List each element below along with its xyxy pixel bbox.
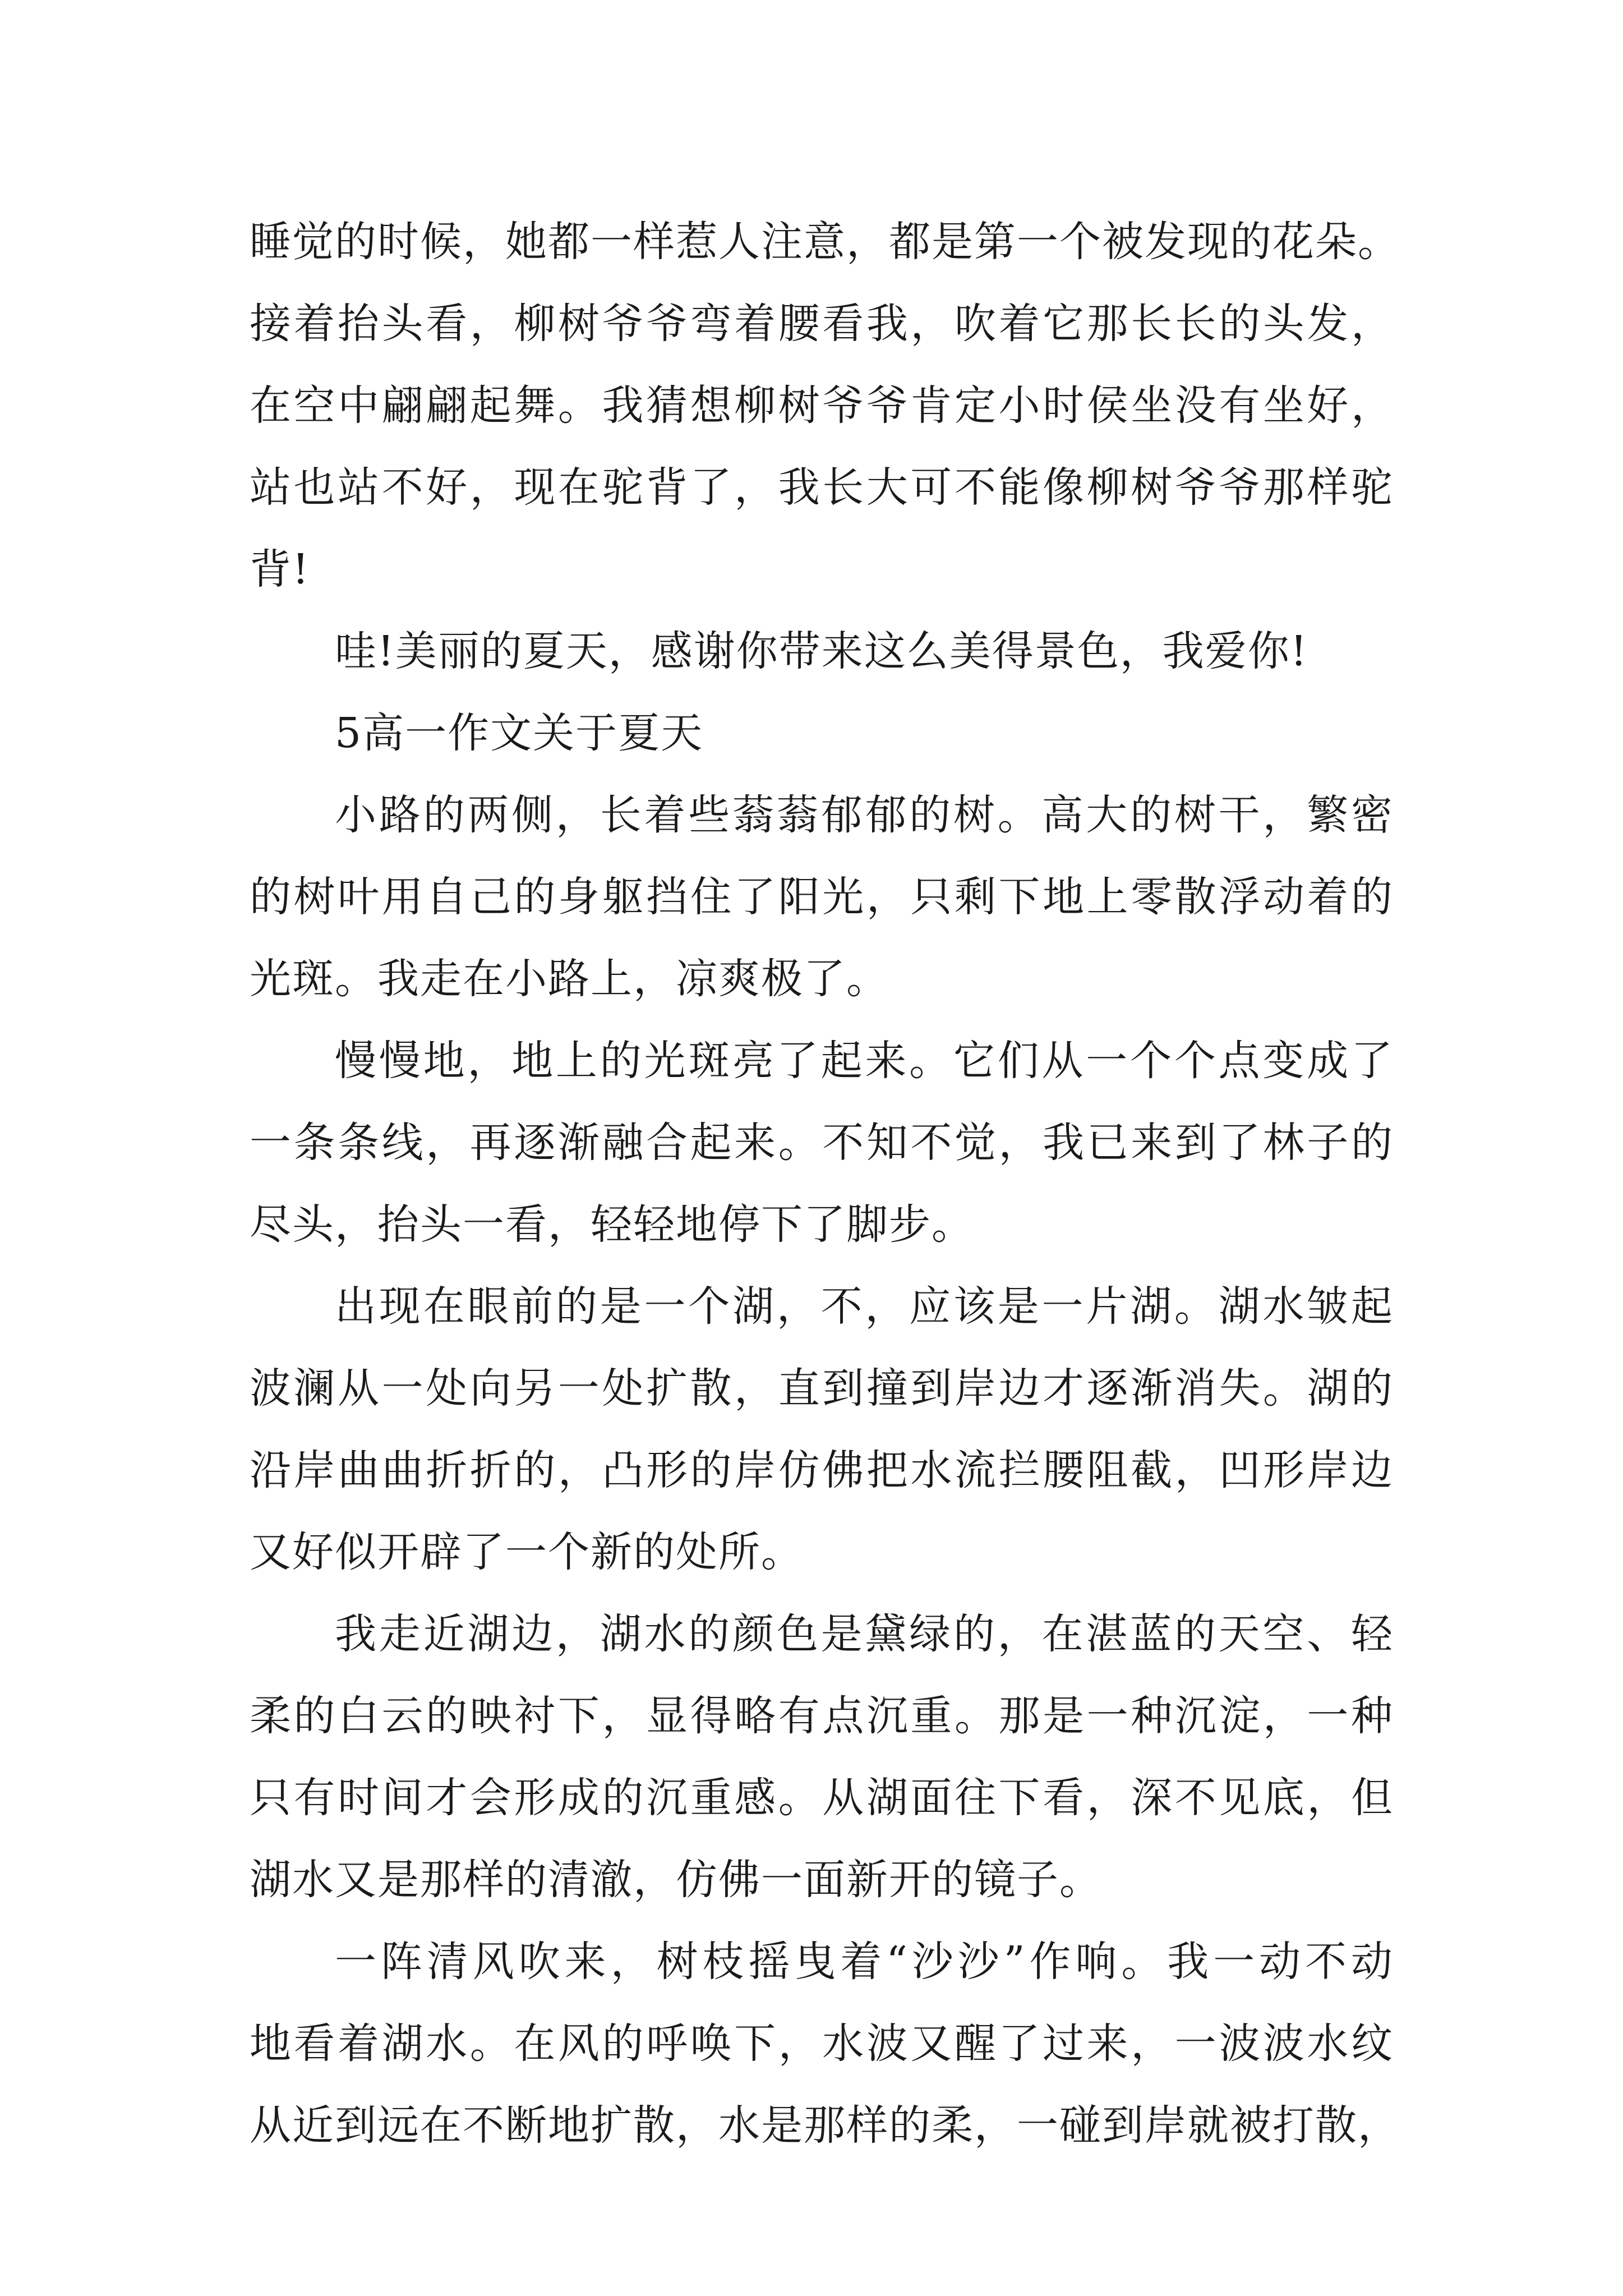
paragraph — [250, 774, 1394, 1020]
paragraph — [250, 1020, 1394, 1266]
text-line: 小路的两侧，长着些蓊蓊郁郁的树。高大的树干，繁密 — [335, 791, 1394, 839]
text-line: 湖水又是那样的清澈，仿佛一面新开的镜子。 — [250, 1856, 1102, 1904]
text-line: 尽头，抬头一看，轻轻地停下了脚步。 — [250, 1200, 974, 1249]
text-line: 沿岸曲曲折折的，凸形的岸仿佛把水流拦腰阻截，凹形岸边 — [250, 1446, 1394, 1494]
heading-text: 5高一作文关于夏天 — [335, 709, 704, 757]
text-line: 地看着湖水。在风的呼唤下，水波又醒了过来，一波波水纹 — [250, 2019, 1394, 2068]
text-line: 背! — [250, 545, 310, 593]
paragraph — [250, 1921, 1400, 2166]
text-line: 从近到远在不断地扩散，水是那样的柔，一碰到岸就被打散， — [250, 2101, 1400, 2150]
section-heading — [250, 692, 1394, 774]
text-line: 波澜从一处向另一处扩散，直到撞到岸边才逐渐消失。湖的 — [250, 1364, 1394, 1412]
text-line: 慢慢地，地上的光斑亮了起来。它们从一个个点变成了 — [335, 1037, 1394, 1085]
paragraph — [250, 1593, 1394, 1921]
paragraph — [250, 610, 1394, 692]
document-body — [250, 201, 1400, 2166]
paragraph-continued — [250, 201, 1400, 610]
text-line: 在空中翩翩起舞。我猜想柳树爷爷肯定小时侯坐没有坐好， — [250, 381, 1394, 430]
text-line: 出现在眼前的是一个湖，不，应该是一片湖。湖水皱起 — [335, 1282, 1394, 1331]
text-line: 接着抬头看，柳树爷爷弯着腰看我，吹着它那长长的头发， — [250, 300, 1394, 348]
text-line: 一条条线，再逐渐融合起来。不知不觉，我已来到了林子的 — [250, 1119, 1394, 1167]
text-line: 睡觉的时候，她都一样惹人注意，都是第一个被发现的花朵。 — [250, 218, 1400, 266]
paragraph — [250, 1266, 1394, 1593]
text-line: 又好似开辟了一个新的处所。 — [250, 1528, 804, 1576]
text-line: 站也站不好，现在驼背了，我长大可不能像柳树爷爷那样驼 — [250, 463, 1394, 512]
text-line: 只有时间才会形成的沉重感。从湖面往下看，深不见底，但 — [250, 1774, 1394, 1822]
text-line: 光斑。我走在小路上，凉爽极了。 — [250, 955, 889, 1003]
text-line: 柔的白云的映衬下，显得略有点沉重。那是一种沉淀，一种 — [250, 1692, 1394, 1740]
text-line: 的树叶用自己的身躯挡住了阳光，只剩下地上零散浮动着的 — [250, 873, 1394, 921]
text-line: 我走近湖边，湖水的颜色是黛绿的，在湛蓝的天空、轻 — [335, 1610, 1394, 1658]
text-line: 一阵清风吹来，树枝摇曳着“沙沙”作响。我一动不动 — [335, 1938, 1394, 1986]
text-line: 哇!美丽的夏天，感谢你带来这么美得景色，我爱你! — [335, 627, 1308, 675]
